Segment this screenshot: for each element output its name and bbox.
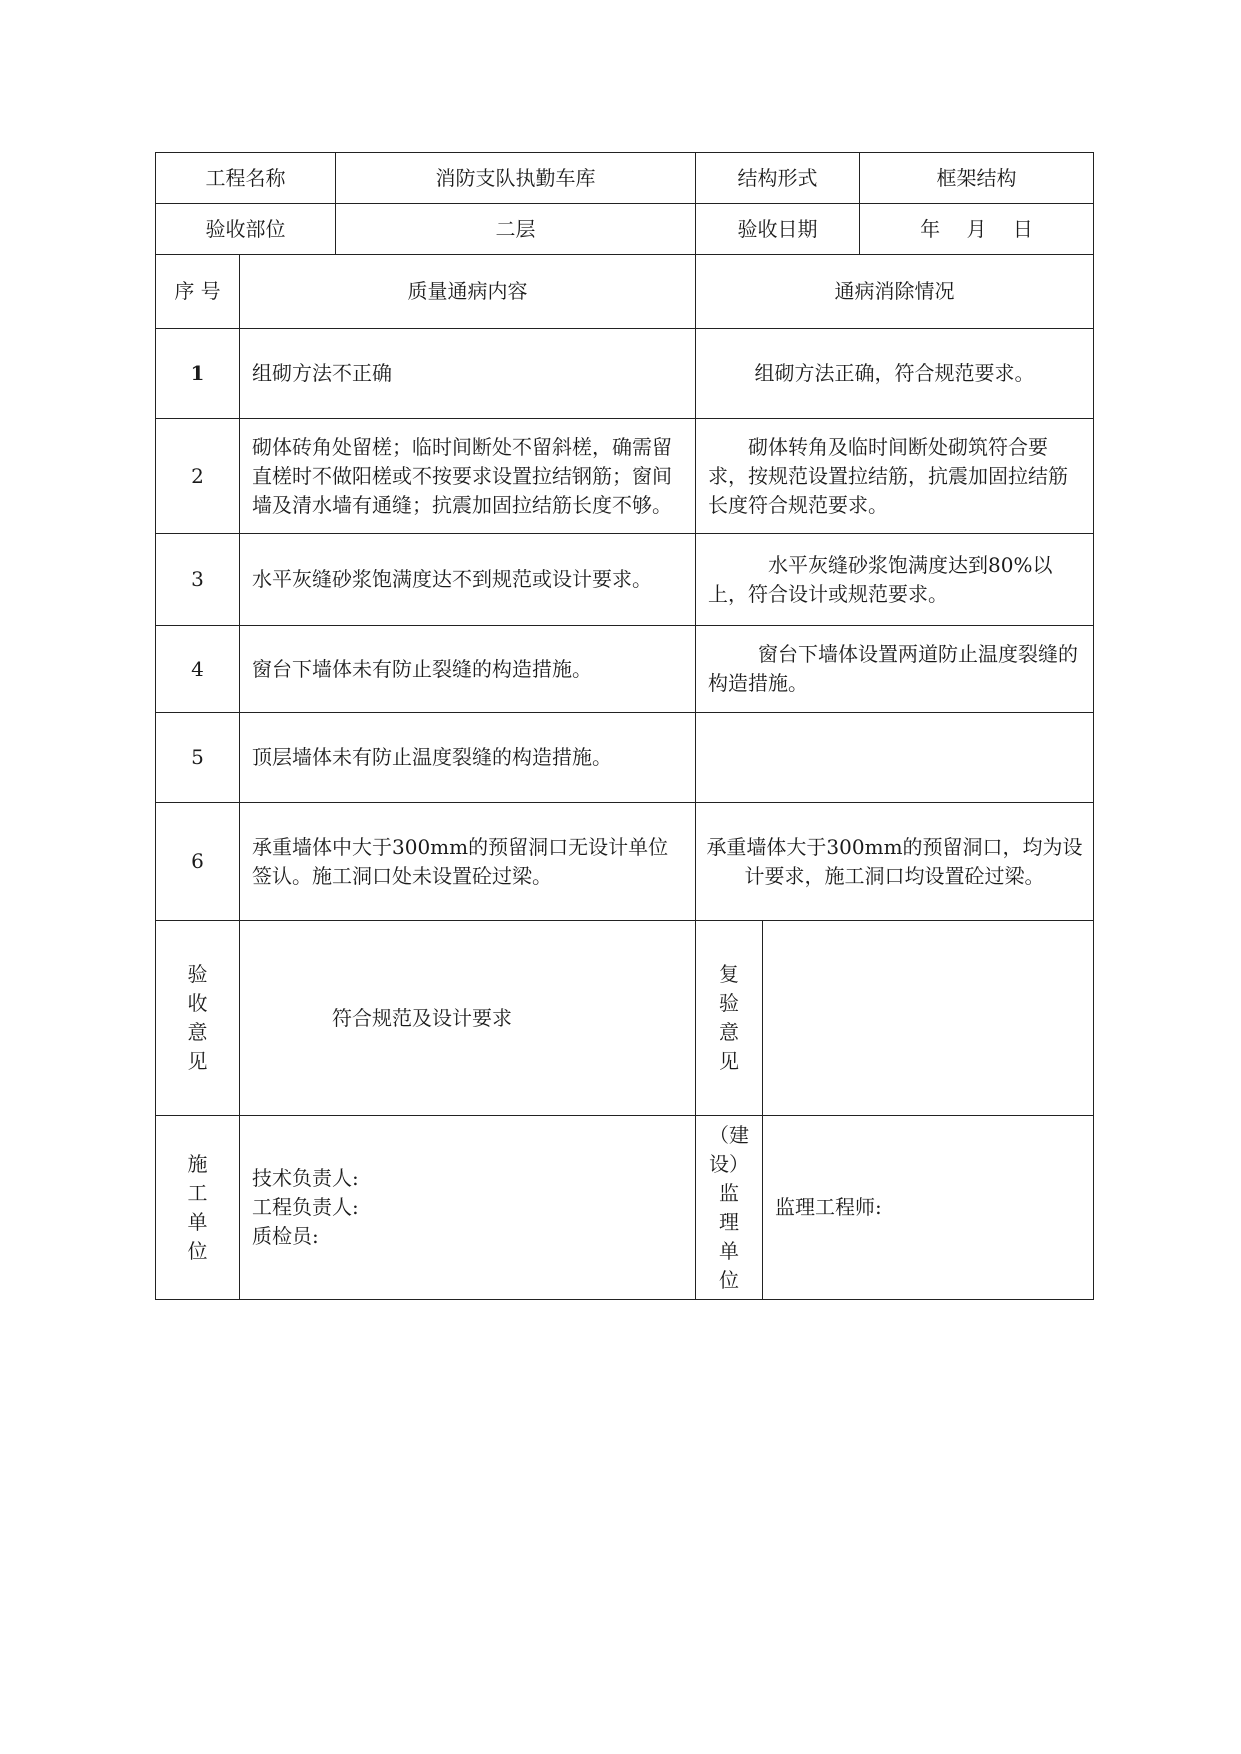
- project-lead-signature: 工程负责人:: [252, 1195, 359, 1219]
- recheck-opinion: [763, 921, 1094, 1116]
- content-column-header: 质量通病内容: [240, 255, 696, 329]
- acceptance-label: 验 收 意 见: [156, 921, 240, 1116]
- acceptance-opinion: 符合规范及设计要求: [240, 921, 696, 1116]
- defect-status: 承重墙体大于300mm的预留洞口，均为设计要求，施工洞口均设置砼过梁。: [696, 803, 1094, 921]
- defect-content: 顶层墙体未有防止温度裂缝的构造措施。: [240, 713, 696, 803]
- project-name-value: 消防支队执勤车库: [336, 153, 696, 204]
- defect-content: 组砌方法不正确: [240, 329, 696, 419]
- project-name-label: 工程名称: [156, 153, 336, 204]
- index-column-header: 序 号: [156, 255, 240, 329]
- header-row-project: [156, 153, 1094, 204]
- table-row: [156, 713, 1094, 803]
- construction-unit-label: 施 工 单 位: [156, 1116, 240, 1300]
- supervision-unit-label: （建 设） 监 理 单 位: [696, 1116, 763, 1300]
- row-number: 3: [156, 534, 240, 626]
- table-row: [156, 534, 1094, 626]
- row-number: 1: [156, 329, 240, 419]
- table-row: [156, 626, 1094, 713]
- supervisor-signature: 监理工程师:: [763, 1116, 1094, 1300]
- date-label: 验收日期: [696, 204, 860, 255]
- part-label: 验收部位: [156, 204, 336, 255]
- inspector-signature: 质检员:: [252, 1224, 319, 1248]
- recheck-label: 复 验 意 见: [696, 921, 763, 1116]
- defect-content: 水平灰缝砂浆饱满度达不到规范或设计要求。: [240, 534, 696, 626]
- form-table: [155, 152, 1094, 1300]
- header-row-part: [156, 204, 1094, 255]
- defect-content: 窗台下墙体未有防止裂缝的构造措施。: [240, 626, 696, 713]
- row-number: 6: [156, 803, 240, 921]
- acceptance-row: [156, 921, 1094, 1116]
- construction-signatures: [240, 1116, 696, 1300]
- defect-status: [696, 713, 1094, 803]
- defect-content: 承重墙体中大于300mm的预留洞口无设计单位签认。施工洞口处未设置砼过梁。: [240, 803, 696, 921]
- defect-status: 水平灰缝砂浆饱满度达到80%以上，符合设计或规范要求。: [696, 534, 1094, 626]
- row-number: 5: [156, 713, 240, 803]
- defect-status: 组砌方法正确，符合规范要求。: [696, 329, 1094, 419]
- table-row: [156, 419, 1094, 534]
- part-value: 二层: [336, 204, 696, 255]
- row-number: 4: [156, 626, 240, 713]
- defect-content: 砌体砖角处留槎；临时间断处不留斜槎，确需留直槎时不做阳槎或不按要求设置拉结钢筋；窗间墙及清水墙有通缝；抗震加固拉结筋长度不够。: [240, 419, 696, 534]
- table-row: [156, 329, 1094, 419]
- table-row: [156, 803, 1094, 921]
- column-header-row: [156, 255, 1094, 329]
- date-value: 年 月 日: [860, 204, 1094, 255]
- signature-row: [156, 1116, 1094, 1300]
- structure-value: 框架结构: [860, 153, 1094, 204]
- structure-label: 结构形式: [696, 153, 860, 204]
- row-number: 2: [156, 419, 240, 534]
- tech-lead-signature: 技术负责人:: [252, 1166, 359, 1190]
- defect-status: 窗台下墙体设置两道防止温度裂缝的构造措施。: [696, 626, 1094, 713]
- status-column-header: 通病消除情况: [696, 255, 1094, 329]
- defect-status: 砌体转角及临时间断处砌筑符合要求，按规范设置拉结筋，抗震加固拉结筋长度符合规范要求。: [696, 419, 1094, 534]
